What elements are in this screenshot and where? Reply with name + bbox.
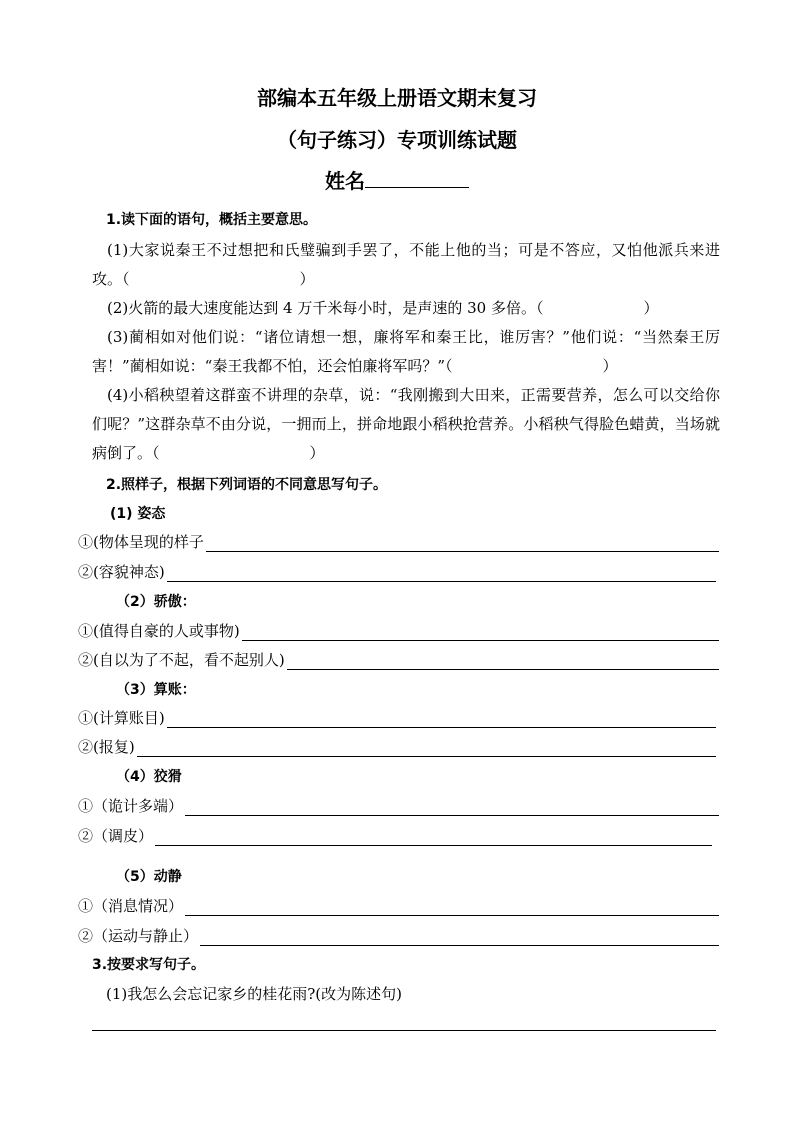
sentence-row	[78, 894, 719, 916]
sentence-row	[78, 619, 719, 641]
word-heading: （2）骄傲：	[116, 594, 196, 610]
section3-item: (1)我怎么会忘记家乡的桂花雨?(改为陈述句)	[106, 985, 402, 1003]
sense-label: ②（运动与静止）	[78, 927, 199, 945]
word-heading: （4）狡猾	[116, 769, 182, 785]
sense-label: ①(计算账目)	[78, 709, 165, 727]
sense-label: ①（诡计多端）	[78, 797, 184, 815]
answer-open-bracket: （	[152, 444, 160, 462]
sentence-row	[78, 530, 719, 552]
name-blank-line[interactable]	[365, 169, 469, 188]
answer-line[interactable]	[167, 711, 716, 728]
answer-line[interactable]	[206, 535, 719, 552]
section1-item	[92, 381, 720, 468]
sense-label: ①（消息情况）	[78, 897, 184, 915]
answer-line[interactable]	[92, 1029, 716, 1031]
answer-line[interactable]	[155, 829, 712, 846]
answer-open-bracket: （	[122, 270, 130, 288]
page-subtitle: （句子练习）专项训练试题	[277, 128, 517, 152]
sense-label: ①(物体呈现的样子	[78, 533, 204, 551]
answer-line[interactable]	[185, 799, 719, 816]
student-name-field	[0, 168, 794, 194]
sentence-row	[78, 648, 719, 670]
section3-title: 3.按要求写句子。	[92, 957, 206, 973]
word-heading: （5）动静	[116, 869, 182, 885]
answer-line[interactable]	[137, 740, 716, 757]
answer-line[interactable]	[200, 929, 719, 946]
word-heading: （3）算账：	[116, 682, 196, 698]
answer-close-bracket: ）	[299, 270, 315, 288]
name-label: 姓名	[325, 169, 365, 193]
answer-line[interactable]	[242, 624, 719, 641]
answer-close-bracket: ）	[309, 444, 325, 462]
sentence-row	[78, 735, 716, 757]
sentence-row	[78, 824, 712, 846]
item-text: (2)火箭的最大速度能达到 4 万千米每小时，是声速的 30 多倍。	[107, 299, 536, 317]
section2-title: 2.照样子，根据下列词语的不同意思写句子。	[106, 477, 388, 493]
sense-label: ②(自以为了不起，看不起别人)	[78, 651, 285, 669]
answer-line[interactable]	[185, 899, 719, 916]
word-heading: (1) 姿态	[110, 506, 166, 522]
answer-line[interactable]	[287, 653, 719, 670]
sense-label: ②（调皮）	[78, 827, 154, 845]
item-text: (4)小稻秧望着这群蛮不讲理的杂草，说：“我刚搬到大田来，正需要营养，怎么可以交给你们呢？”这群杂草不由分说，一拥而上，拼命地跟小稻秧抢营养。小稻秧气得脸色蜡黄，当场就病倒了。	[92, 386, 720, 462]
section1-item	[92, 294, 720, 323]
sentence-row	[78, 794, 719, 816]
sentence-row	[78, 560, 716, 582]
page-title: 部编本五年级上册语文期末复习	[257, 86, 537, 110]
sentence-row	[78, 706, 716, 728]
section1-item	[92, 236, 720, 294]
sense-label: ②(容貌神态)	[78, 563, 165, 581]
answer-open-bracket: （	[445, 357, 453, 375]
item-text: (1)大家说秦王不过想把和氏璧骗到手罢了，不能上他的当；可是不答应，又怕他派兵来进攻。	[92, 241, 720, 288]
section1-item	[92, 323, 720, 381]
sentence-row	[78, 924, 719, 946]
item-text: (3)蔺相如对他们说：“诸位请想一想，廉将军和秦王比，谁厉害？”他们说：“当然秦王厉害！”蔺相如说：“秦王我都不怕，还会怕廉将军吗？”	[92, 328, 720, 375]
sense-label: ①(值得自豪的人或事物)	[78, 622, 240, 640]
answer-open-bracket: （	[535, 299, 544, 317]
answer-line[interactable]	[167, 565, 716, 582]
section1-title: 1.读下面的语句，概括主要意思。	[106, 212, 318, 228]
sense-label: ②(报复)	[78, 738, 135, 756]
answer-close-bracket: ）	[602, 357, 618, 375]
answer-close-bracket: ）	[643, 299, 659, 317]
